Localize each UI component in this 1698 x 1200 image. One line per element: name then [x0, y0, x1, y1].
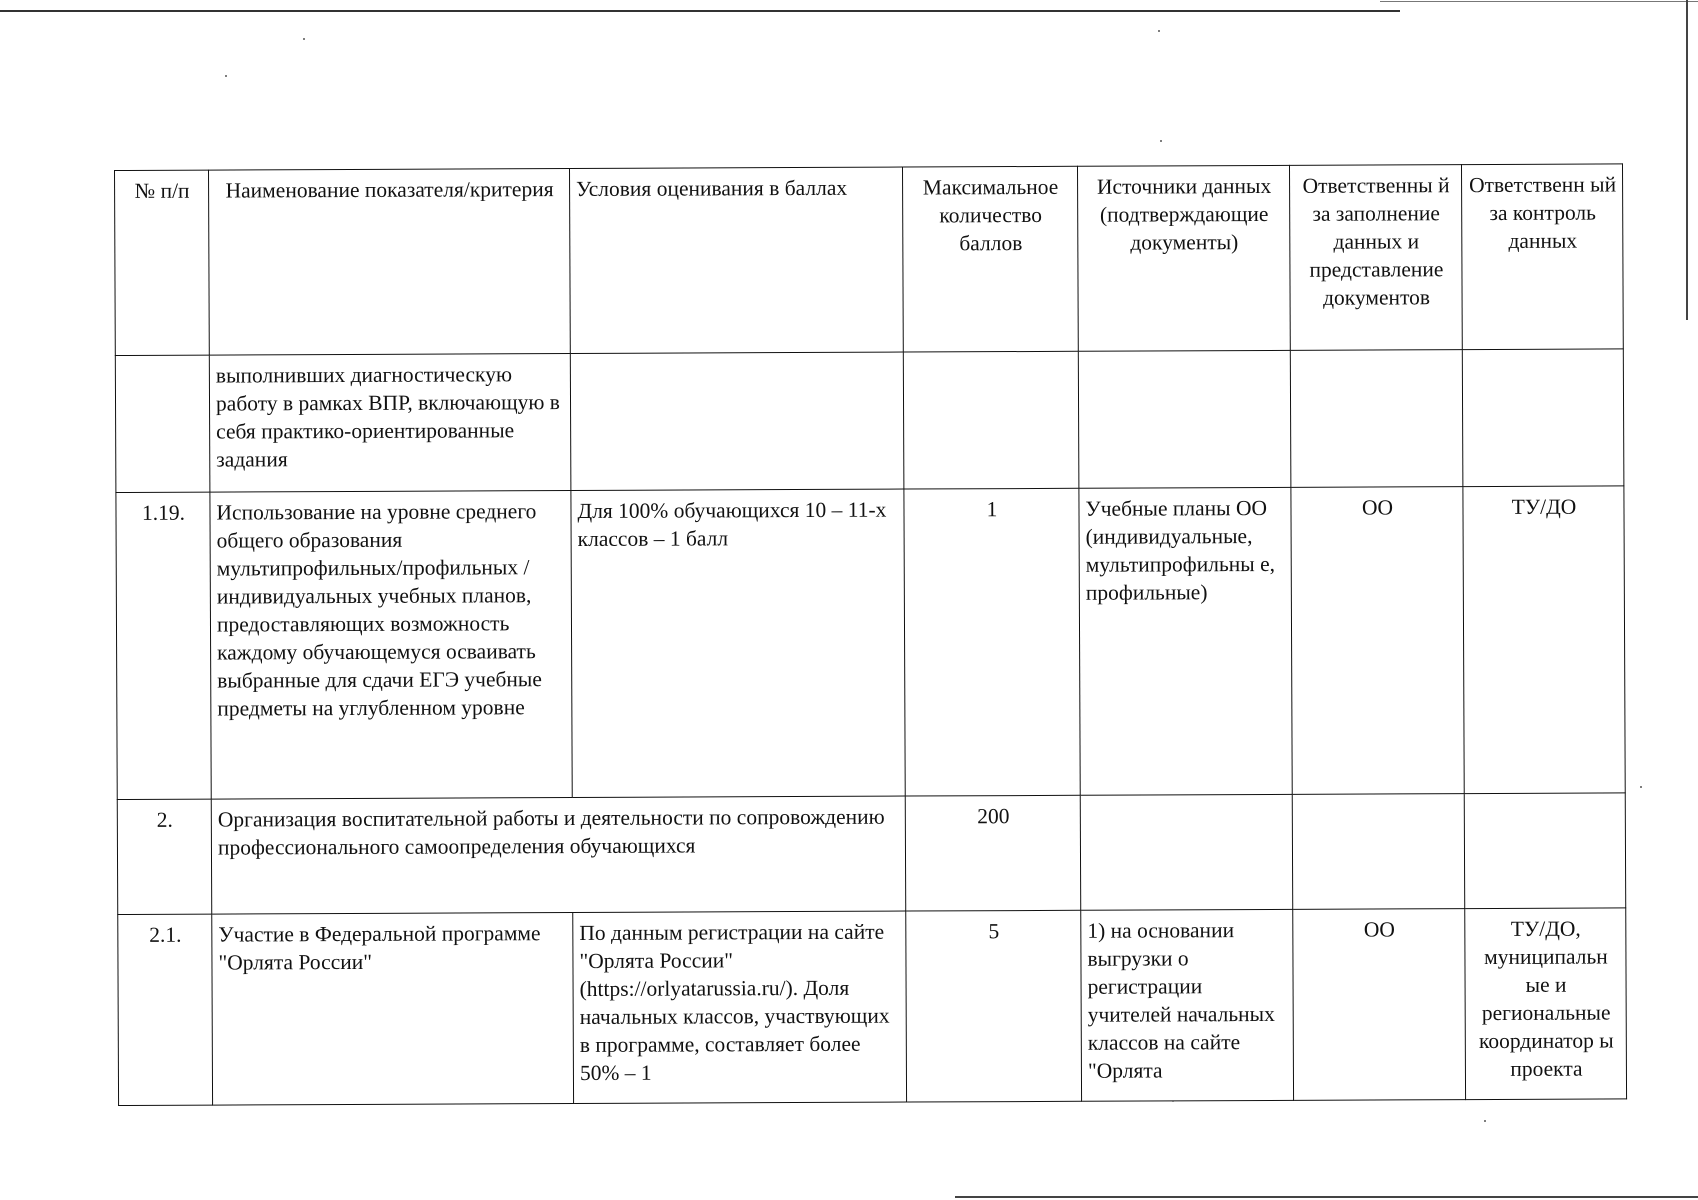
cell-max-points: 1 [904, 488, 1080, 796]
header-name: Наименование показателя/критерия [209, 169, 571, 356]
cell-resp-fill [1290, 350, 1463, 488]
table-row [117, 793, 1625, 915]
header-max-points: Максимальное количество баллов [902, 166, 1078, 352]
header-sources: Источники данных (подтверждающие документы) [1077, 165, 1290, 351]
cell-sources: Учебные планы ОО (индивидуальные, мультипрофильны е, профильные) [1079, 487, 1292, 795]
table-row [115, 349, 1624, 493]
scan-speck [1158, 30, 1160, 32]
scan-speck [1484, 1120, 1486, 1122]
scan-edge-top [0, 10, 1400, 12]
cell-max-points: 5 [906, 910, 1082, 1102]
cell-resp-fill [1292, 794, 1465, 910]
header-resp-control: Ответственн ый за контроль данных [1461, 164, 1623, 350]
cell-resp-control: ТУ/ДО [1463, 486, 1625, 794]
criteria-table [114, 163, 1627, 1106]
header-num: № п/п [115, 170, 210, 355]
cell-num: 1.19. [116, 492, 211, 799]
header-conditions: Условия оценивания в баллах [569, 167, 903, 353]
scan-edge-top-right [1380, 1, 1698, 2]
cell-sources: 1) на основании выгрузки о регистрации учителей начальных классов на сайте "Орлята [1081, 909, 1294, 1101]
scan-speck [1640, 786, 1642, 788]
cell-resp-fill: ОО [1291, 487, 1464, 795]
cell-resp-control [1462, 349, 1624, 487]
cell-name: Использование на уровне среднего общего образования мультипрофильных/профильных /индивидуальных учебных планов, предоставляющих возможность каждому обучающемуся осваивать выбранные для сдачи ЕГЭ учебные предметы на углубленном уровне [210, 491, 572, 800]
table-row [118, 908, 1627, 1106]
cell-resp-control [1464, 793, 1626, 909]
scan-speck [1172, 1100, 1174, 1102]
cell-resp-control: ТУ/ДО, муниципальн ые и региональные координатор ы проекта [1465, 908, 1627, 1100]
scan-edge-right [1686, 0, 1688, 320]
cell-max-points: 200 [905, 795, 1081, 911]
cell-num: 2.1. [118, 914, 213, 1105]
table-header-row [115, 164, 1624, 356]
cell-conditions [570, 352, 904, 490]
cell-num: 2. [117, 799, 212, 914]
cell-name: выполнивших диагностическую работу в рамках ВПР, включающую в себя практико-ориентированные задания [209, 354, 571, 493]
cell-sources [1080, 794, 1292, 910]
scan-edge-bottom [955, 1196, 1698, 1198]
cell-conditions: По данным регистрации на сайте "Орлята России" (https://orlyatarussia.ru/). Доля начальных классов, участвующих в программе, составляет более 50% – 1 [573, 911, 907, 1103]
cell-num [115, 355, 210, 492]
cell-max-points [903, 351, 1079, 489]
cell-resp-fill: ОО [1293, 909, 1466, 1101]
cell-conditions: Для 100% обучающихся 10 – 11-х классов – 1 балл [571, 489, 905, 797]
scan-speck [1160, 140, 1162, 142]
cell-name: Участие в Федеральной программе "Орлята России" [212, 913, 574, 1106]
cell-sources [1078, 350, 1291, 488]
table-row [116, 486, 1625, 800]
scan-speck [225, 75, 227, 77]
scan-speck [303, 38, 305, 40]
cell-section-name: Организация воспитательной работы и деятельности по сопровождению профессионального самоопределения обучающихся [211, 796, 905, 914]
header-resp-fill: Ответственны й за заполнение данных и представление документов [1289, 165, 1462, 351]
